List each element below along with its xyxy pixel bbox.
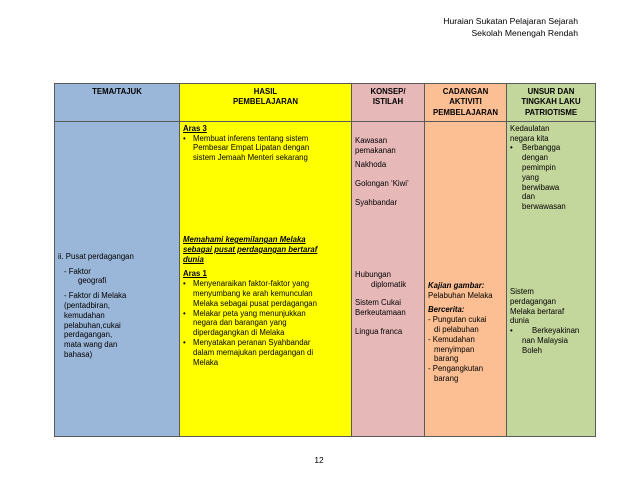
cell-konsep: Kawasan pemakanan Nakhoda Golongan ‘Kiwi’ Syahbandar Hubungan diplomatik Sistem Cukai Berkeutamaan Lingua franca	[352, 121, 425, 436]
column-header-cadangan: CADANGAN AKTIVITI PEMBELAJARAN	[425, 84, 507, 122]
bullet-icon: •	[510, 326, 513, 336]
header-line-1: Huraian Sukatan Pelajaran Sejarah	[443, 16, 578, 26]
cell-tema: ii. Pusat perdagangan - Faktor geografi - Faktor di Melaka (pentadbiran, kemudahan pelabuhan,cukai perdagangan, mata wang dan bahasa)	[55, 121, 180, 436]
table-header-row	[55, 84, 596, 122]
column-header-unsur: UNSUR DAN TINGKAH LAKU PATRIOTISME	[507, 84, 596, 122]
activity-title: Bercerita:	[428, 305, 465, 315]
aras-1-label: Aras 1	[183, 269, 207, 279]
column-header-tema: TEMA/TAJUK	[55, 84, 180, 122]
aras-3-label: Aras 3	[183, 123, 207, 133]
activity-title: Kajian gambar:	[428, 280, 485, 290]
bullet-icon: •	[183, 308, 186, 318]
cell-cadangan: Kajian gambar: Pelabuhan Melaka Bercerita: - Pungutan cukai di pelabuhan - Kemudahan menyimpan barang - Pengangkutan barang	[425, 121, 507, 436]
cell-hasil	[180, 121, 352, 436]
list-item: • Berkeyakinan	[510, 326, 580, 336]
header-line-2: Sekolah Menengah Rendah	[471, 27, 578, 38]
list-item: • Menyatakan peranan Syahbandar dalam memajukan perdagangan di Melaka	[183, 338, 314, 367]
list-item: • Membuat inferens tentang sistem Pembesar Empat Lipatan dengan sistem Jemaah Menteri sekarang	[183, 133, 310, 163]
page-number: 12	[314, 455, 324, 465]
list-item: • Berbangga dengan pemimpin yang berwibawa dan berwawasan	[510, 143, 566, 212]
bullet-icon: •	[183, 279, 186, 289]
list-item: • Melakar peta yang menunjukkan negara dan barangan yang diperdagangkan di Melaka	[183, 308, 306, 338]
bullet-icon: •	[183, 133, 186, 143]
topic-title: ii. Pusat perdagangan	[58, 251, 134, 261]
syllabus-table	[54, 83, 596, 437]
table-row	[55, 121, 596, 436]
bullet-icon: •	[183, 338, 186, 348]
document-header	[443, 16, 578, 39]
cell-unsur: Kedaulatan negara kita • Berbangga dengan pemimpin yang berwibawa dan berwawasan Sistem perdagangan Melaka bertaraf dunia • Berkeyakinan nan Malaysia Boleh	[507, 121, 596, 436]
column-header-konsep: KONSEP/ ISTILAH	[352, 84, 425, 122]
bullet-icon: •	[510, 143, 513, 153]
column-header-hasil: HASIL PEMBELAJARAN	[180, 84, 352, 122]
section-heading: Memahami kegemilangan Melaka sebagai pusat perdagangan bertaraf dunia	[183, 235, 318, 264]
list-item: • Menyenaraikan faktor-faktor yang menyumbang ke arah kemunculan Melaka sebagai pusat perdagangan	[183, 279, 317, 308]
